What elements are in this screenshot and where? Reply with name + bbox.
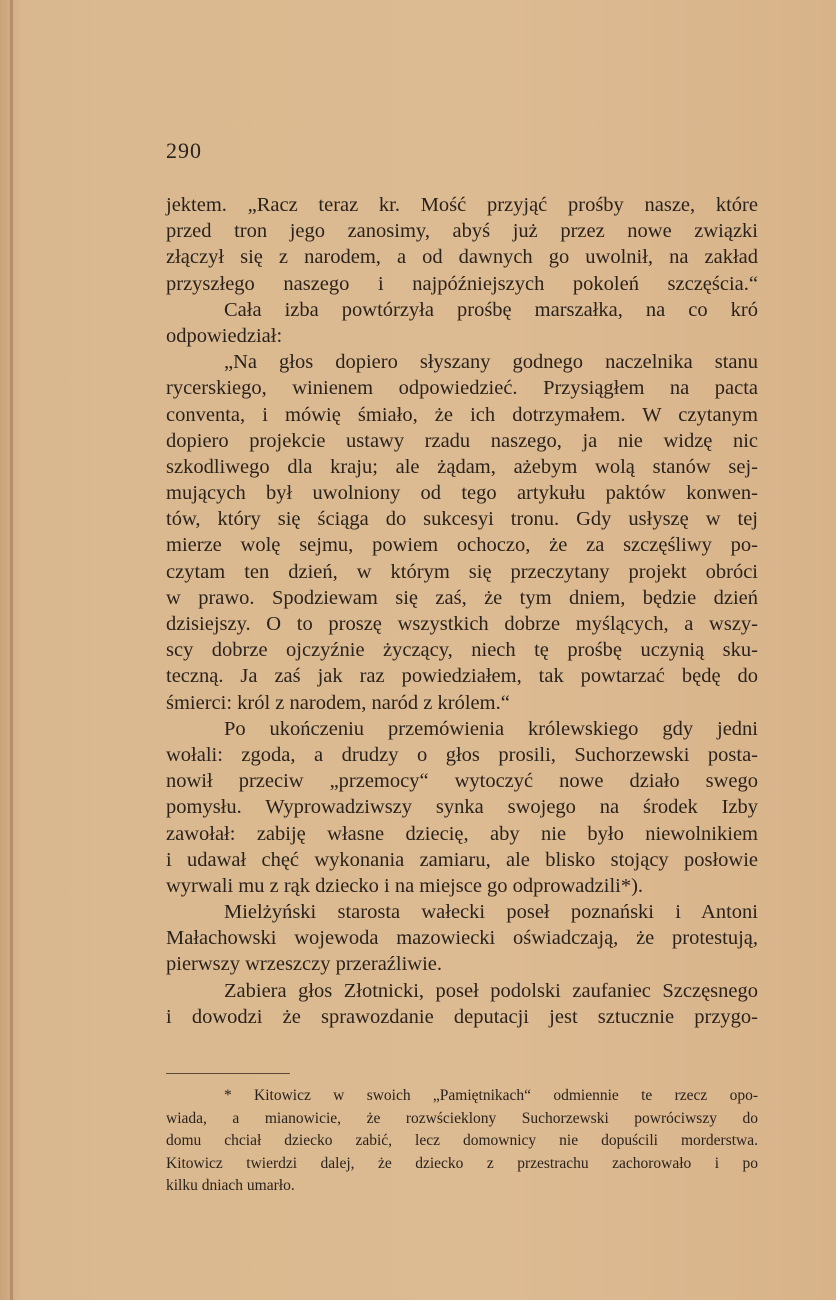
text-line: dzisiejszy. O to proszę wszystkich dobrze myślących, a wszy- bbox=[166, 613, 758, 635]
text-line: Małachowski wojewoda mazowiecki oświadczają, że protestują, bbox=[166, 927, 758, 950]
text-line: pierwszy wrzeszczy przeraźliwie. bbox=[166, 953, 443, 976]
text-line: przed tron jego zanosimy, abyś już przez nowe związki bbox=[166, 220, 758, 243]
text-line: „Na głos dopiero słyszany godnego naczelnika stanu bbox=[224, 351, 758, 374]
page-binding-edge bbox=[10, 0, 13, 1300]
footnote-line: domu chciał dziecko zabić, lecz domownicy nie dopuścili morderstwa. bbox=[166, 1132, 758, 1150]
text-line: Po ukończeniu przemówienia królewskiego gdy jedni bbox=[224, 717, 758, 740]
footnote-line: kilku dniach umarło. bbox=[166, 1177, 295, 1195]
text-line: Mielżyński starosta wałecki poseł poznański i Antoni bbox=[224, 901, 758, 924]
text-line: w prawo. Spodziewam się zaś, że tym dniem, będzie dzień bbox=[166, 586, 758, 609]
text-line: pomysłu. Wyprowadziwszy synka swojego na środek Izby bbox=[166, 796, 758, 819]
text-line: czytam ten dzień, w którym się przeczytany projekt obróci bbox=[166, 560, 758, 583]
footnote-line: Kitowicz twierdzi dalej, że dziecko z przestrachu zachorowało i po bbox=[166, 1154, 758, 1172]
text-line: scy dobrze ojczyźnie życzący, niech tę prośbę uczynią sku- bbox=[166, 639, 758, 662]
footnote-divider bbox=[166, 1073, 290, 1074]
text-line: conventa, i mówię śmiało, że ich dotrzymałem. W czytanym bbox=[166, 403, 758, 426]
text-line: nowił przeciw „przemocy“ wytoczyć nowe działo swego bbox=[166, 770, 758, 793]
text-line: teczną. Ja zaś jak raz powiedziałem, tak powtarzać będę do bbox=[166, 665, 758, 688]
text-line: przyszłego naszego i najpóźniejszych pokoleń szczęścia.“ bbox=[166, 272, 758, 295]
text-line: złączył się z narodem, a od dawnych go uwolnił, na zakład bbox=[166, 246, 758, 269]
text-line: wyrwali mu z rąk dziecko i na miejsce go odprowadzili*). bbox=[166, 874, 644, 897]
text-line: i dowodzi że sprawozdanie deputacji jest sztucznie przygo- bbox=[166, 1005, 758, 1028]
text-line: wołali: zgoda, a drudzy o głos prosili, Suchorzewski posta- bbox=[166, 743, 758, 766]
text-line: i udawał chęć wykonania zamiaru, ale blisko stojący posłowie bbox=[166, 848, 758, 871]
text-line: szkodliwego dla kraju; ale żądam, ażebym wolą stanów sej- bbox=[166, 455, 758, 478]
text-line: Cała izba powtórzyła prośbę marszałka, na co kró bbox=[224, 298, 758, 321]
footnote bbox=[166, 1085, 758, 1198]
text-line: jektem. „Racz teraz kr. Mość przyjąć prośby nasze, które bbox=[166, 194, 758, 216]
text-line: mujących był uwolniony od tego artykułu paktów konwen- bbox=[166, 482, 758, 505]
text-line: Zabiera głos Złotnicki, poseł podolski zaufaniec Szczęsnego bbox=[224, 979, 758, 1002]
text-line: śmierci: król z narodem, naród z królem.“ bbox=[166, 691, 510, 714]
text-line: mierze wolę sejmu, powiem ochoczo, że za szczęśliwy po- bbox=[166, 534, 758, 557]
page-number: 290 bbox=[166, 138, 202, 163]
footnote-line: * Kitowicz w swoich „Pamiętnikach“ odmiennie te rzecz opo- bbox=[224, 1087, 758, 1104]
text-line: rycerskiego, winienem odpowiedzieć. Przysiągłem na pacta bbox=[166, 377, 758, 400]
main-text bbox=[166, 192, 758, 1030]
text-line: zawołał: zabiję własne dziecię, aby nie było niewolnikiem bbox=[166, 822, 758, 845]
text-line: tów, który się ściąga do sukcesyi tronu. Gdy usłyszę w tej bbox=[166, 508, 758, 531]
footnote-line: wiada, a mianowicie, że rozwścieklony Suchorzewski powróciwszy do bbox=[166, 1109, 758, 1127]
text-line: odpowiedział: bbox=[166, 324, 283, 347]
text-line: dopiero projekcie ustawy rzadu naszego, ja nie widzę nic bbox=[166, 429, 758, 452]
